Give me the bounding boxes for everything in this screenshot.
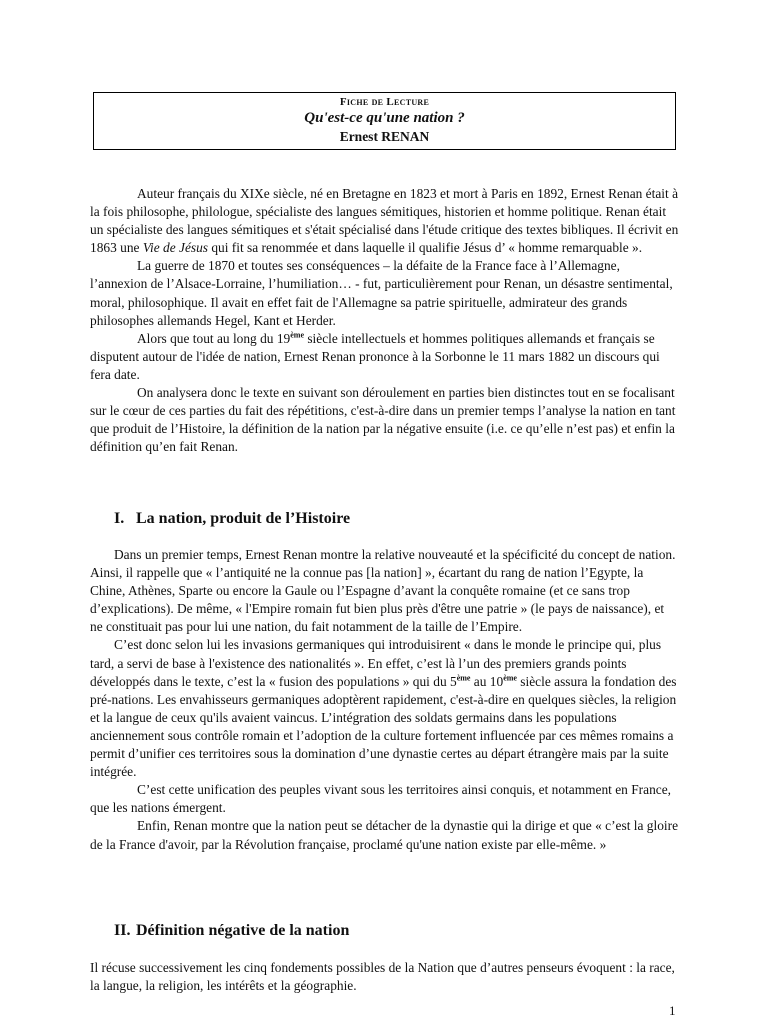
book-title-italic: Vie de Jésus [142,240,208,256]
intro-paragraph-2: La guerre de 1870 et toutes ses conséquences – la défaite de la France face à l’Allemagne, l’annexion de l’Alsace-Lorraine, l’humiliation… - fut, particulièrement pour Renan, un désastre sentimental, moral, philosophique. Il avait en effet fait de l'Allemagne sa patrie spirituelle, admirateur des grands philosophes allemands Hegel, Kant et Herder. [90,258,673,328]
document-author: Ernest RENAN [339,129,430,144]
section-1-body [90,546,680,854]
section-2-title: Définition négative de la nation [136,922,350,939]
section-1-heading [114,510,350,528]
document-kicker: Fiche de Lecture [339,96,430,108]
section-1-paragraph-1: Dans un premier temps, Ernest Renan montre la relative nouveauté et la spécificité du concept de nation. Ainsi, il rappelle que « l’antiquité ne la connue pas [la nation] », écartant du rang de nation l’Egypte, la Chine, Athènes, Sparte ou encore la Gaule ou l’Espagne d’avant la conquête romaine (et ce sans trop d’explications). De même, « l'Empire romain fut bien plus près d'être une patrie » (le pays de naissance), et ne constituait pas pour lui une nation, du fait notamment de la taille de l’Empire. [90,547,676,635]
intro-paragraph-3: Alors que tout au long du 19ème siècle intellectuels et hommes politiques allemands et français se disputent autour de l'idée de nation, Ernest Renan prononce à la Sorbonne le 11 mars 1882 un discours qui fera date. [90,330,660,382]
section-1-number: I. [114,510,125,527]
section-1-paragraph-2: C’est donc selon lui les invasions germaniques qui introduisirent « dans le monde le principe qui, plus tard, a servi de base à l'existence des nationalités ». En effet, c’est là l’un des premiers grands points développés dans le texte, c’est la « fusion des populations » qui du 5ème au 10ème siècle assura la fondation des pré-nations. Les envahisseurs germaniques adoptèrent rapidement, c'est-à-dire en quelques siècles, la religion et la langue de ceux qu'ils avaient vaincus. L’intégration des soldats germains dans les populations anciennement sous contrôle romain et l’adoption de la culture fortement influencée par ces mêmes romains a permit d’unifier ces territoires sous la domination d’une dynastie certes au départ étrangère mais par la suite intégrée. [90,637,677,780]
page-number: 1 [669,1003,676,1018]
section-1-title: La nation, produit de l’Histoire [136,510,351,527]
section-1-paragraph-4: Enfin, Renan montre que la nation peut se détacher de la dynastie qui la dirige et que « c’est la gloire de la France d'avoir, par la Révolution française, proclamé qu'une nation existe par elle-même. » [90,818,679,852]
title-box [93,92,676,150]
intro-section [90,185,680,456]
section-2-number: II. [114,922,131,939]
section-2-body [90,959,680,995]
section-2-paragraph-1: Il récuse successivement les cinq fondements possibles de la Nation que d’autres penseurs évoquent : la race, la langue, la religion, les intérêts et la géographie. [90,960,675,994]
document-title: Qu'est-ce qu'une nation ? [304,110,465,126]
section-1-paragraph-3: C’est cette unification des peuples vivant sous les territoires ainsi conquis, et notamment en France, que les nations émergent. [90,782,671,816]
intro-paragraph-4: On analysera donc le texte en suivant son déroulement en parties bien distinctes tout en se focalisant sur le cœur de ces parties du fait des répétitions, c'est-à-dire dans un premier temps l’analyse la nation en tant que produit de l’Histoire, la définition de la nation par la négative ensuite (i.e. ce qu’elle n’est pas) et enfin la définition qu’en fait Renan. [90,385,676,455]
section-2-heading [114,922,349,940]
intro-paragraph-1: Auteur français du XIXe siècle, né en Bretagne en 1823 et mort à Paris en 1892, Ernest Renan était à la fois philosophe, philologue, spécialiste des langues sémitiques, historien et homme politique. Renan était un spécialiste des langues sémitiques et s'était spécialisé dans l'étude critique des textes bibliques. Il écrivit en 1863 une Vie de Jésus qui fit sa renommée et dans laquelle il qualifie Jésus d’ « homme remarquable ». [90,186,679,256]
